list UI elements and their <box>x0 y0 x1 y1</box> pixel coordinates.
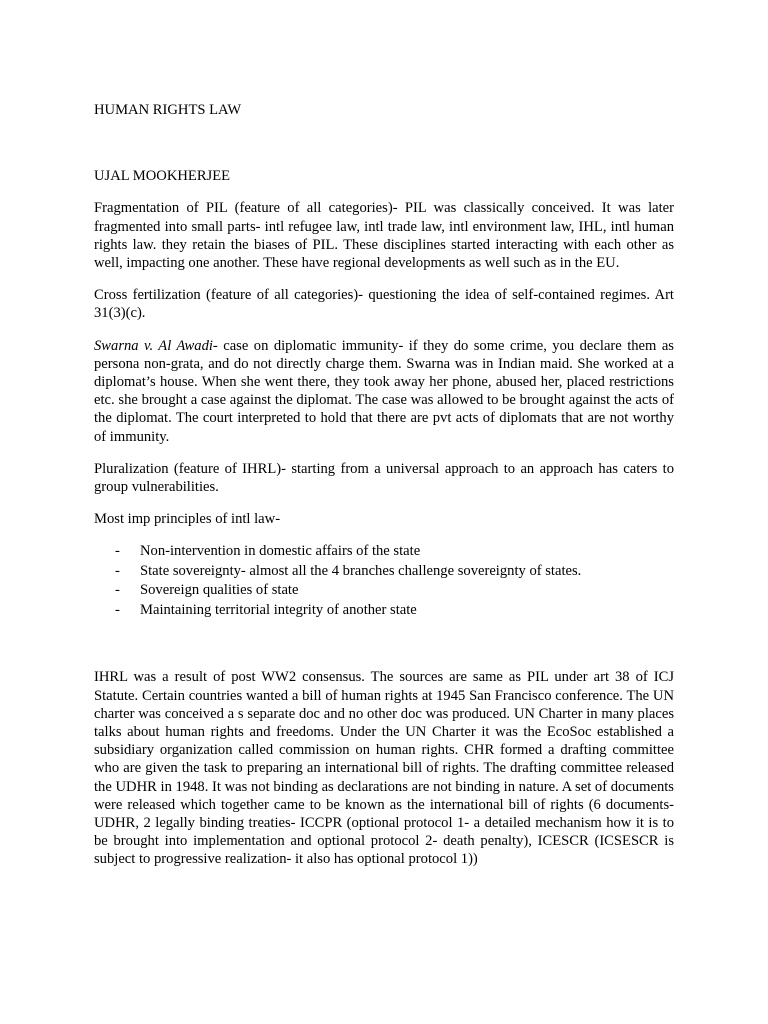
list-item <box>94 601 674 621</box>
blank-space <box>94 634 674 668</box>
paragraph-pluralization: Pluralization (feature of IHRL)- starting from a universal approach to an approach has caters to group vulnerabilities. <box>94 460 674 496</box>
document-title: HUMAN RIGHTS LAW <box>94 102 242 118</box>
list-item-text: Non-intervention in domestic affairs of the state <box>140 543 421 560</box>
document-author: UJAL MOOKHERJEE <box>94 168 231 185</box>
list-item-text: State sovereignty- almost all the 4 branches challenge sovereignty of states. <box>140 562 582 579</box>
paragraph-ihrl-history: IHRL was a result of post WW2 consensus. The sources are same as PIL under art 38 of ICJ Statute. Certain countries wanted a bill of human rights at 1945 San Francisco conference. The UN charter was conceived a s separate doc and no other doc was produced. UN Charter in many places talks about human rights and freedoms. Under the UN Charter it was the EcoSoc established a subsidiary organization called commission on human rights. CHR formed a drafting committee who are given the task to preparing an international bill of rights. The drafting committee released the UDHR in 1948. It was not binding as declarations are not binding in nature. A set of documents were released which together came to be known as the international bill of rights (6 documents- UDHR, 2 legally binding treaties- ICCPR (optional protocol 1- a detailed mechanism how it is to be brought into implementation and optional protocol 2- death penalty), ICESCR (ICSESCR is subject to progressive realization- it also has optional protocol 1)) <box>94 669 674 868</box>
bullet-dash: - <box>115 601 120 618</box>
paragraph-swarna-case <box>94 337 674 446</box>
list-item <box>94 542 674 562</box>
case-description: - case on diplomatic immunity- if they do some crime, you declare them as persona non-grata, and do not directly charge them. Swarna was in Indian maid. She worked at a diplomat’s house. When she went there, they took away her phone, abused her, placed restrictions etc. she brought a case against the diplomat. The case was allowed to be brought against the acts of the diplomat. The court interpreted to hold that there are pvt acts of diplomats that are not worthy of immunity. <box>94 337 674 445</box>
paragraph-principles-intro: Most imp principles of intl law- <box>94 511 281 528</box>
bullet-dash: - <box>115 582 120 599</box>
case-name: Swarna v. Al Awadi <box>94 337 213 354</box>
paragraph-cross-fertilization: Cross fertilization (feature of all categories)- questioning the idea of self-contained regimes. Art 31(3)(c). <box>94 287 674 322</box>
list-item <box>94 581 674 601</box>
list-item-text: Sovereign qualities of state <box>140 582 299 599</box>
bullet-dash: - <box>115 543 120 560</box>
document-body <box>94 101 674 883</box>
list-item <box>94 562 674 582</box>
list-item-text: Maintaining territorial integrity of another state <box>140 601 417 618</box>
paragraph-fragmentation: Fragmentation of PIL (feature of all categories)- PIL was classically conceived. It was later fragmented into small parts- intl refugee law, intl trade law, intl environment law, IHL, intl human rights law. they retain the biases of PIL. These disciplines started interacting with each other as well, impacting one another. These have regional developments as well such as in the EU. <box>94 200 674 272</box>
bullet-dash: - <box>115 562 120 579</box>
principles-list <box>94 542 674 620</box>
